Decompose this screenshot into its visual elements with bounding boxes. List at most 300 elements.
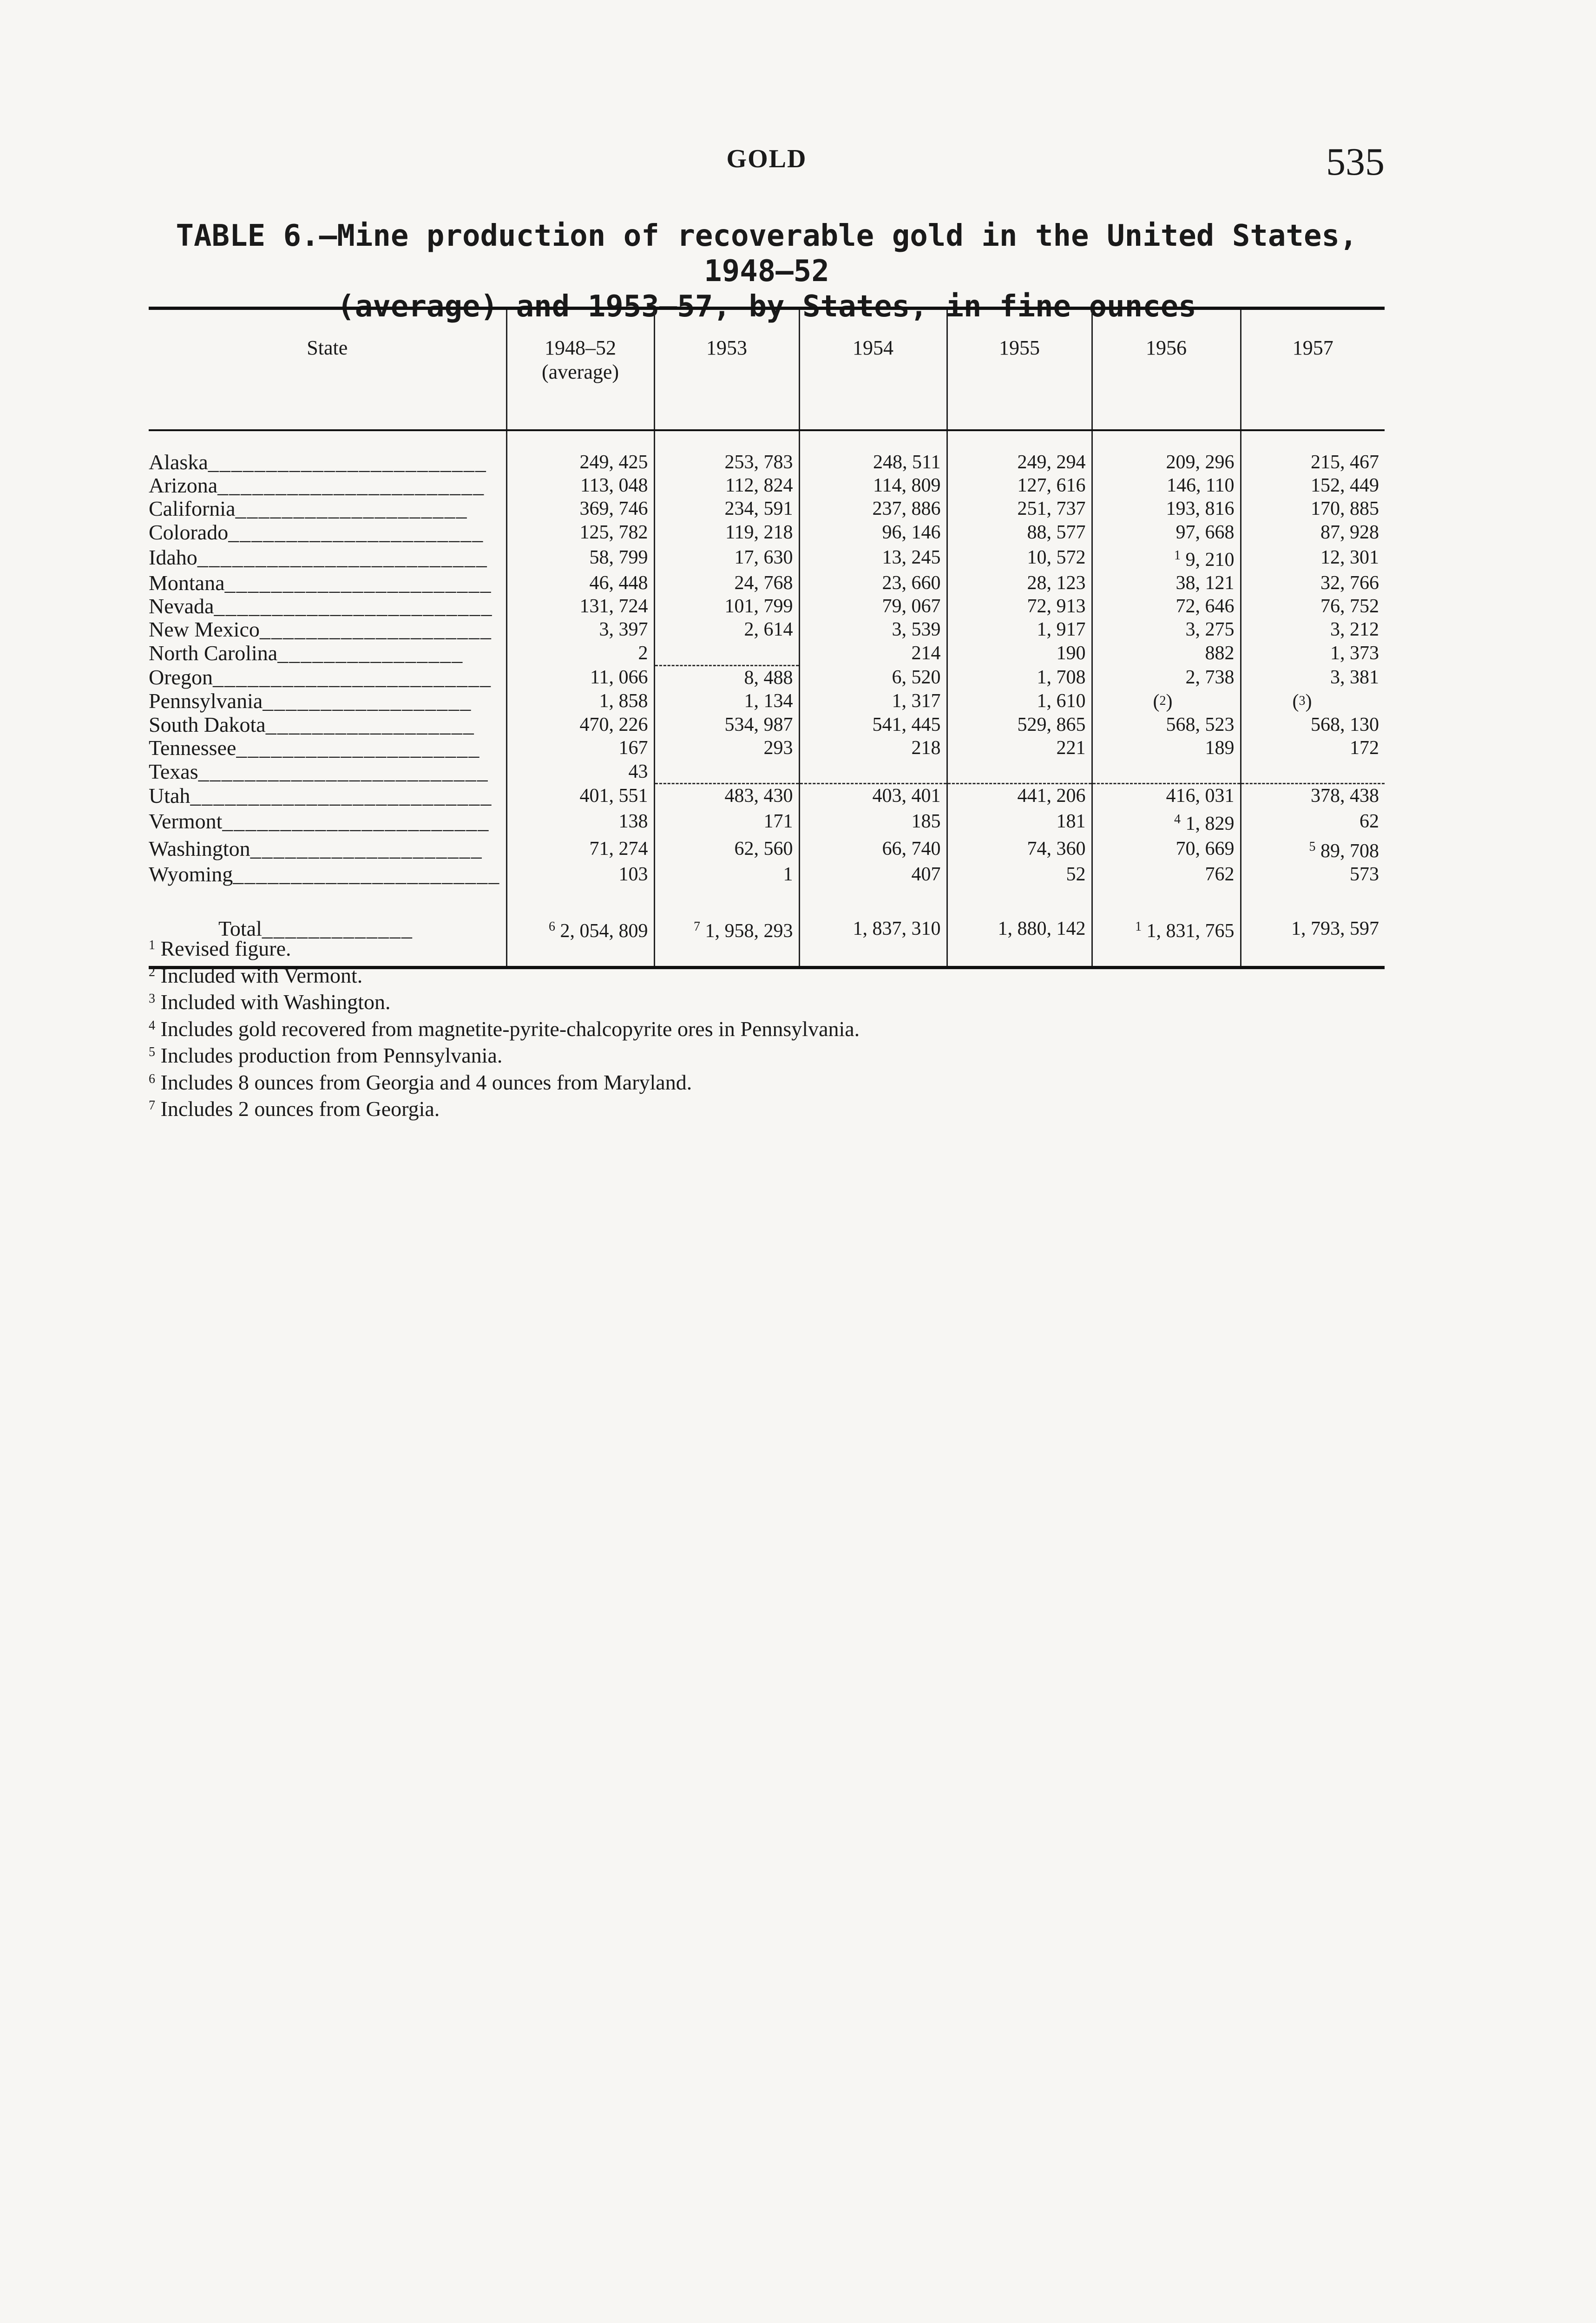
value-cell [1241, 863, 1385, 886]
column-header: State [149, 308, 506, 431]
value-cell [506, 689, 654, 713]
state-name [149, 736, 506, 760]
cell-value: 416, 031 [1166, 785, 1235, 807]
cell-value: 1, 917 [1037, 619, 1086, 641]
value-cell [654, 736, 799, 760]
cell-value: 24, 768 [734, 572, 793, 594]
cell-value: 1, 831, 765 [1146, 920, 1235, 942]
value-cell [1092, 713, 1241, 736]
value-cell [947, 642, 1092, 666]
state-name [149, 808, 506, 835]
cell-value: 218 [911, 737, 941, 759]
cell-value: 2, 054, 809 [560, 920, 648, 942]
table-row [149, 713, 1385, 736]
state-name [149, 689, 506, 713]
cell-value: 1, 793, 597 [1291, 918, 1379, 940]
value-cell [947, 497, 1092, 520]
value-cell [947, 665, 1092, 689]
footnote [149, 1014, 1385, 1041]
value-cell [799, 736, 947, 760]
footnote-number: 4 [149, 1018, 155, 1033]
state-label: Montana [149, 571, 225, 595]
value-cell [1241, 736, 1385, 760]
cell-value: 10, 572 [1027, 547, 1086, 569]
cell-value: 209, 296 [1166, 452, 1235, 473]
dot-leader: _______________________ [233, 863, 500, 886]
value-cell [799, 595, 947, 618]
value-cell [654, 451, 799, 474]
value-cell [654, 689, 799, 713]
dot-leader: __________________ [263, 689, 472, 713]
value-cell [799, 835, 947, 863]
cell-value: 11, 066 [590, 666, 648, 688]
gold-production-table [149, 307, 1385, 969]
column-header: 1953 [654, 308, 799, 431]
cell-value: 185 [911, 811, 941, 833]
cell-value: 568, 523 [1166, 714, 1235, 736]
column-header-text: 1948–52 (average) [541, 336, 619, 383]
table-row [149, 544, 1385, 571]
footnote-ref: 1 [1135, 919, 1142, 934]
cell-value: 79, 067 [882, 596, 941, 617]
dot-leader: _______________________ [224, 571, 492, 595]
value-cell [1092, 863, 1241, 886]
state-label: Wyoming [149, 863, 233, 886]
value-cell [1092, 835, 1241, 863]
cell-value: 28, 123 [1027, 572, 1086, 594]
value-cell [1241, 451, 1385, 474]
table-header-row [149, 308, 1385, 431]
cell-value: 573 [1350, 864, 1379, 886]
value-cell [506, 784, 654, 808]
footnote-paren: ($^2$) [1153, 690, 1173, 712]
value-cell [654, 713, 799, 736]
cell-value: 1, 858 [599, 690, 648, 712]
value-cell [799, 497, 947, 520]
cell-value: 249, 425 [579, 452, 648, 473]
cell-value: 1, 317 [892, 690, 941, 712]
value-cell [947, 784, 1092, 808]
cell-value: 541, 445 [872, 714, 941, 736]
cell-value: 6, 520 [892, 666, 941, 688]
state-name [149, 544, 506, 571]
table-row [149, 521, 1385, 544]
table-row [149, 784, 1385, 808]
cell-value: 470, 226 [579, 714, 648, 736]
value-cell [1241, 595, 1385, 618]
value-cell [799, 784, 947, 808]
state-label: Idaho [149, 545, 197, 570]
dot-leader: ________________________ [208, 451, 487, 474]
cell-value: 1, 373 [1330, 643, 1379, 664]
value-cell [654, 497, 799, 520]
state-label: New Mexico [149, 618, 260, 642]
cell-value: 32, 766 [1320, 572, 1379, 594]
section-title: GOLD [726, 144, 807, 173]
value-cell [799, 760, 947, 784]
footnote [149, 961, 1385, 988]
value-cell [1241, 808, 1385, 835]
value-cell [1092, 497, 1241, 520]
cell-value: 483, 430 [724, 785, 793, 807]
state-name [149, 474, 506, 497]
state-label: North Carolina [149, 641, 278, 665]
dot-leader: _______________________ [217, 474, 485, 498]
state-label: Texas [149, 760, 198, 784]
footnote-number: 5 [149, 1045, 155, 1059]
state-label: Alaska [149, 451, 208, 474]
state-name [149, 784, 506, 808]
state-name [149, 618, 506, 641]
cell-value: 112, 824 [725, 475, 793, 497]
value-cell [1092, 665, 1241, 689]
value-cell [506, 642, 654, 666]
cell-value: 3, 212 [1330, 619, 1379, 641]
cell-value: 403, 401 [872, 785, 941, 807]
cell-value: 170, 885 [1311, 498, 1379, 520]
footnote-ref: 1 [1174, 548, 1181, 563]
table-row [149, 497, 1385, 520]
cell-value: 89, 708 [1320, 840, 1379, 862]
table-row [149, 863, 1385, 886]
cell-value: 401, 551 [579, 785, 648, 807]
footnotes [149, 934, 1385, 1121]
value-cell [1092, 521, 1241, 544]
cell-value: 87, 928 [1320, 521, 1379, 543]
cell-value: 52 [1066, 864, 1086, 886]
footnote [149, 1068, 1385, 1095]
cell-value: 17, 630 [734, 547, 793, 569]
state-label: Oregon [149, 665, 213, 689]
spacer-row [149, 886, 1385, 906]
cell-value: 534, 987 [724, 714, 793, 736]
value-cell [654, 863, 799, 886]
cell-value: 138 [618, 811, 648, 833]
value-cell [947, 713, 1092, 736]
cell-value: 193, 816 [1166, 498, 1235, 520]
cell-value: 62 [1360, 811, 1379, 833]
cell-value: 119, 218 [725, 521, 793, 543]
value-cell [947, 474, 1092, 497]
value-cell [799, 863, 947, 886]
footnote-ref: 7 [694, 919, 700, 934]
value-cell [799, 642, 947, 666]
value-cell [506, 736, 654, 760]
footnote-ref: 3 [1299, 693, 1306, 708]
value-cell [506, 451, 654, 474]
cell-value: 74, 360 [1027, 838, 1086, 860]
cell-value: 293 [763, 737, 793, 759]
value-cell [799, 689, 947, 713]
cell-value: 171 [763, 811, 793, 833]
value-cell [654, 544, 799, 571]
cell-value: 189 [1205, 737, 1235, 759]
value-cell [506, 835, 654, 863]
cell-value: 1, 610 [1037, 690, 1086, 712]
cell-value: 369, 746 [579, 498, 648, 520]
footnote [149, 1041, 1385, 1068]
value-cell [799, 474, 947, 497]
value-cell [947, 808, 1092, 835]
state-name [149, 451, 506, 474]
table-row [149, 736, 1385, 760]
value-cell [506, 571, 654, 595]
cell-value: 72, 913 [1027, 596, 1086, 617]
table-row [149, 808, 1385, 835]
page-number: 535 [1326, 140, 1385, 184]
cell-value: 1 [783, 864, 793, 886]
cell-value: 253, 783 [724, 452, 793, 473]
table-row [149, 618, 1385, 641]
value-cell [1241, 521, 1385, 544]
state-name [149, 665, 506, 689]
cell-value: 882 [1205, 643, 1235, 664]
table-title-line-2: (average) and 1953–57, by States, in fine ounces [337, 289, 1196, 324]
value-cell [1241, 618, 1385, 641]
state-label: Washington [149, 837, 250, 861]
cell-value: 762 [1205, 864, 1235, 886]
table-row [149, 595, 1385, 618]
column-header: 1957 [1241, 308, 1385, 431]
value-cell [1092, 642, 1241, 666]
table-body [149, 430, 1385, 968]
footnote-paren: ($^3$) [1292, 690, 1312, 712]
column-header: 1954 [799, 308, 947, 431]
value-cell [1092, 760, 1241, 784]
value-cell [654, 595, 799, 618]
cell-value: 172 [1350, 737, 1379, 759]
cell-value: 70, 669 [1176, 838, 1235, 860]
value-cell [654, 760, 799, 784]
cell-value: 1, 958, 293 [705, 920, 793, 942]
value-cell [506, 497, 654, 520]
cell-value: 2, 614 [744, 619, 793, 641]
state-label: South Dakota [149, 713, 266, 737]
cell-value: 114, 809 [873, 475, 941, 497]
cell-value: 72, 646 [1176, 596, 1235, 617]
value-cell [1092, 595, 1241, 618]
footnote-text: Includes 2 ounces from Georgia. [155, 1097, 440, 1121]
cell-value: 146, 110 [1167, 475, 1235, 497]
cell-value: 190 [1056, 643, 1086, 664]
value-cell [947, 618, 1092, 641]
value-cell [947, 451, 1092, 474]
cell-value: 251, 737 [1017, 498, 1086, 520]
cell-value: 76, 752 [1320, 596, 1379, 617]
cell-value: 88, 577 [1027, 521, 1086, 543]
dot-leader: ________________________ [212, 665, 492, 689]
table-title-line-1: TABLE 6.—Mine production of recoverable gold in the United States, 1948–52 [176, 219, 1358, 289]
value-cell [1092, 784, 1241, 808]
cell-value: 103 [618, 864, 648, 886]
state-name [149, 595, 506, 618]
value-cell [799, 451, 947, 474]
state-name [149, 571, 506, 595]
column-header: 1955 [947, 308, 1092, 431]
state-label: Vermont [149, 809, 223, 833]
state-name [149, 835, 506, 863]
footnote-number: 3 [149, 991, 155, 1006]
state-name [149, 863, 506, 886]
value-cell [799, 544, 947, 571]
value-cell [506, 760, 654, 784]
table-row [149, 451, 1385, 474]
cell-value: 46, 448 [589, 572, 648, 594]
value-cell [1092, 544, 1241, 571]
value-cell [1241, 713, 1385, 736]
cell-value: 113, 048 [580, 475, 648, 497]
value-cell [799, 665, 947, 689]
value-cell [947, 521, 1092, 544]
state-label: Nevada [149, 595, 214, 618]
cell-value: 2, 738 [1185, 666, 1235, 688]
footnote-text: Included with Vermont. [155, 963, 363, 987]
footnote-ref: 6 [549, 919, 555, 934]
dot-leader: _____________ [262, 917, 413, 941]
value-cell [1092, 618, 1241, 641]
dot-leader: ____________________ [250, 837, 483, 861]
state-name [149, 713, 506, 736]
value-cell [799, 808, 947, 835]
cell-value: 66, 740 [882, 838, 941, 860]
value-cell [799, 571, 947, 595]
cell-value: 38, 121 [1176, 572, 1235, 594]
cell-value: 127, 616 [1017, 475, 1086, 497]
cell-value: 23, 660 [882, 572, 941, 594]
value-cell [947, 736, 1092, 760]
cell-value: 1, 829 [1185, 813, 1235, 834]
value-cell [1241, 689, 1385, 713]
table-row [149, 474, 1385, 497]
value-cell [506, 521, 654, 544]
cell-value: 3, 381 [1330, 666, 1379, 688]
value-cell [1241, 497, 1385, 520]
value-cell [1092, 808, 1241, 835]
cell-value: 3, 275 [1185, 619, 1235, 641]
value-cell [654, 808, 799, 835]
running-head [149, 139, 1385, 190]
cell-value: 13, 245 [882, 547, 941, 569]
footnote-number: 2 [149, 965, 155, 979]
cell-value: 221 [1056, 737, 1086, 759]
cell-value: 152, 449 [1311, 475, 1379, 497]
cell-value: 1, 880, 142 [998, 918, 1086, 940]
cell-value: 131, 724 [579, 596, 648, 617]
value-cell [1241, 784, 1385, 808]
cell-value: 249, 294 [1017, 452, 1086, 473]
value-cell [947, 760, 1092, 784]
footnote-text: Includes gold recovered from magnetite-pyrite-chalcopyrite ores in Pennsylvania. [155, 1017, 860, 1041]
value-cell [1092, 474, 1241, 497]
dot-leader: _________________________ [197, 545, 488, 570]
cell-value: 167 [618, 737, 648, 759]
value-cell [654, 618, 799, 641]
table-row [149, 689, 1385, 713]
state-label: California [149, 497, 236, 521]
cell-value: 2 [638, 643, 648, 664]
column-header: 1956 [1092, 308, 1241, 431]
dot-leader: ______________________ [228, 520, 484, 544]
cell-value: 8, 488 [744, 667, 793, 689]
dot-leader: _________________________ [198, 760, 489, 784]
value-cell [654, 665, 799, 689]
table-row [149, 760, 1385, 784]
cell-value: 9, 210 [1185, 549, 1235, 571]
footnote [149, 1094, 1385, 1121]
value-cell [506, 665, 654, 689]
state-label: Pennsylvania [149, 689, 263, 713]
footnote-text: Includes production from Pennsylvania. [155, 1043, 503, 1067]
table-row [149, 642, 1385, 666]
cell-value: 1, 708 [1037, 666, 1086, 688]
cell-value: 248, 511 [873, 452, 941, 473]
footnote-text: Included with Washington. [155, 990, 391, 1014]
cell-value: 96, 146 [882, 521, 941, 543]
value-cell [947, 863, 1092, 886]
cell-value: 1, 837, 310 [853, 918, 941, 940]
value-cell [1241, 474, 1385, 497]
cell-value: 43 [628, 761, 648, 783]
state-label: Utah [149, 783, 190, 807]
value-cell [947, 689, 1092, 713]
cell-value: 58, 799 [589, 547, 648, 569]
value-cell [506, 713, 654, 736]
state-label: Total [218, 917, 262, 941]
value-cell [947, 544, 1092, 571]
cell-value: 378, 438 [1311, 785, 1379, 807]
column-header [506, 308, 654, 431]
footnote [149, 934, 1385, 961]
value-cell [947, 595, 1092, 618]
cell-value: 12, 301 [1320, 547, 1379, 569]
state-label: Tennessee [149, 736, 236, 760]
value-cell [654, 784, 799, 808]
cell-value: 214 [911, 643, 941, 664]
value-cell [1092, 451, 1241, 474]
value-cell [947, 571, 1092, 595]
state-label: Colorado [149, 520, 229, 544]
value-cell [654, 521, 799, 544]
footnote-number: 1 [149, 938, 155, 952]
dot-leader: ________________ [277, 641, 464, 665]
value-cell [506, 618, 654, 641]
cell-value: 97, 668 [1176, 521, 1235, 543]
table-row [149, 665, 1385, 689]
table-row [149, 571, 1385, 595]
cell-value: 3, 397 [599, 619, 648, 641]
value-cell [506, 808, 654, 835]
dot-leader: ________________________ [214, 595, 493, 618]
cell-value: 1, 134 [744, 690, 793, 712]
value-cell [506, 863, 654, 886]
state-label: Arizona [149, 474, 218, 498]
footnote-number: 7 [149, 1098, 155, 1113]
cell-value: 181 [1056, 811, 1086, 833]
dot-leader: _______________________ [222, 809, 490, 833]
dot-leader: _____________________ [236, 736, 480, 760]
cell-value: 62, 560 [734, 838, 793, 860]
value-cell [1092, 689, 1241, 713]
value-cell [506, 474, 654, 497]
dot-leader: __________________ [265, 713, 475, 737]
cell-value: 234, 591 [724, 498, 793, 520]
state-name [149, 642, 506, 666]
table-row [149, 835, 1385, 863]
value-cell [1241, 642, 1385, 666]
value-cell [799, 618, 947, 641]
value-cell [654, 571, 799, 595]
footnote-ref: 2 [1159, 693, 1166, 708]
